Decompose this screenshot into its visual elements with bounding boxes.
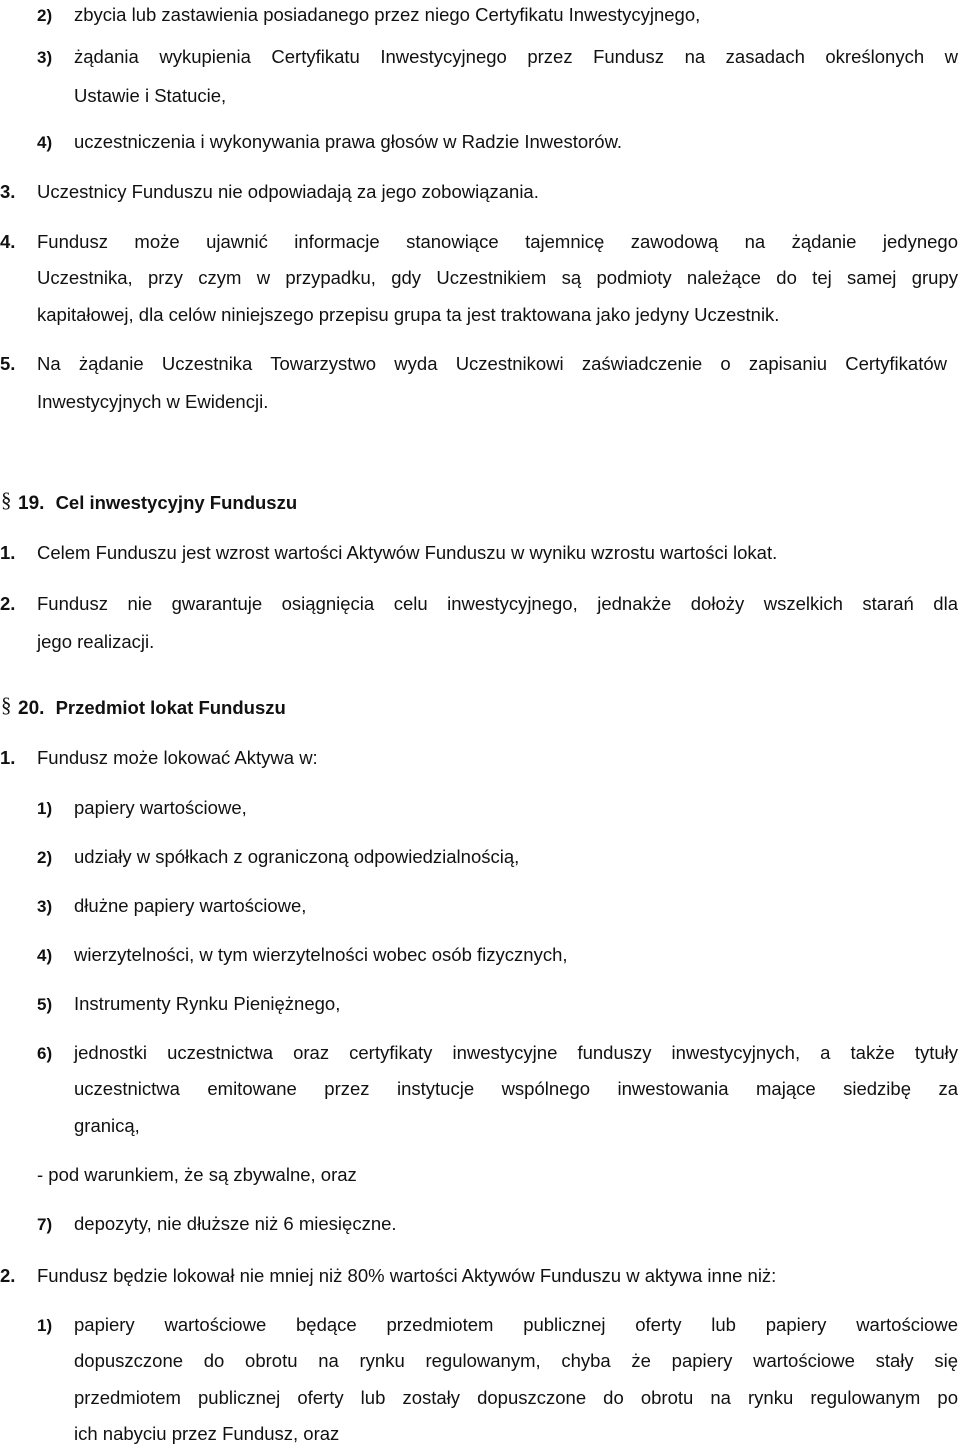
section-title: Przedmiot lokat Funduszu <box>55 697 286 718</box>
list-item <box>37 1212 397 1237</box>
paragraph-text: Fundusz będzie lokował nie mniej niż 80% wartości Aktywów Funduszu w aktywa inne niż: <box>37 1265 777 1286</box>
item-text: jednostki uczestnictwa oraz certyfikaty inwestycyjne funduszy inwestycyjnych, a także tytuły <box>74 1042 958 1063</box>
paragraph-number: 2. <box>0 1265 16 1286</box>
item-text: depozyty, nie dłuższe niż 6 miesięczne. <box>74 1213 397 1234</box>
dash-note: - pod warunkiem, że są zbywalne, oraz <box>37 1164 357 1185</box>
list-item <box>37 894 306 919</box>
paragraph <box>0 180 539 204</box>
paragraph-line: Uczestnika, przy czym w przypadku, gdy Uczestnikiem są podmioty należące do tej samej grupy <box>37 267 958 288</box>
item-text: udziały w spółkach z ograniczoną odpowiedzialnością, <box>74 846 520 867</box>
section-number: 19. <box>18 493 45 514</box>
paragraph-text: Celem Funduszu jest wzrost wartości Aktywów Funduszu w wyniku wzrostu wartości lokat. <box>37 542 778 563</box>
paragraph-text: Fundusz może lokować Aktywa w: <box>37 747 318 768</box>
list-item <box>37 1041 958 1066</box>
paragraph-line: kapitałowej, dla celów niniejszego przepisu grupa ta jest traktowana jako jedyny Uczestnik. <box>37 304 780 325</box>
item-number: 3) <box>37 897 53 916</box>
paragraph-number: 1. <box>0 747 16 768</box>
paragraph-text: Fundusz może ujawnić informacje stanowiące tajemnicę zawodową na żądanie jedynego <box>37 231 958 252</box>
item-number: 5) <box>37 995 53 1014</box>
section-heading <box>18 696 286 721</box>
item-number: 4) <box>37 946 53 965</box>
item-continuation: Ustawie i Statucie, <box>74 85 227 106</box>
list-item <box>37 943 568 968</box>
list-item <box>37 3 700 28</box>
item-number: 1) <box>37 799 53 818</box>
paragraph-text: Na żądanie Uczestnika Towarzystwo wyda Uczestnikowi zaświadczenie o zapisaniu Certyfikatów <box>37 353 947 374</box>
paragraph-number: 1. <box>0 542 16 563</box>
item-text: Instrumenty Rynku Pieniężnego, <box>74 993 341 1014</box>
item-text: wierzytelności, w tym wierzytelności wobec osób fizycznych, <box>74 944 568 965</box>
paragraph-number: 4. <box>0 231 16 252</box>
paragraph <box>0 592 958 616</box>
list-item <box>37 992 340 1017</box>
section-sign: § <box>1 693 12 717</box>
item-number: 1) <box>37 1316 53 1335</box>
section-number: 20. <box>18 698 45 719</box>
list-item <box>37 130 622 155</box>
paragraph <box>0 1264 776 1288</box>
section-sign: § <box>1 488 12 512</box>
paragraph-line: Inwestycyjnych w Ewidencji. <box>37 391 269 412</box>
item-continuation: dopuszczone do obrotu na rynku regulowanym, chyba że papiery wartościowe stały się <box>74 1350 958 1371</box>
paragraph-number: 5. <box>0 353 16 374</box>
paragraph <box>0 352 947 376</box>
list-item <box>37 796 247 821</box>
item-continuation: ich nabyciu przez Fundusz, oraz <box>74 1423 340 1444</box>
list-item <box>37 845 519 870</box>
list-item <box>37 1313 958 1338</box>
paragraph-line: jego realizacji. <box>37 631 155 652</box>
paragraph-text: Uczestnicy Funduszu nie odpowiadają za jego zobowiązania. <box>37 181 539 202</box>
item-number: 2) <box>37 848 53 867</box>
item-continuation: uczestnictwa emitowane przez instytucje wspólnego inwestowania mające siedzibę za <box>74 1078 958 1099</box>
item-number: 2) <box>37 6 53 25</box>
item-number: 3) <box>37 48 53 67</box>
paragraph <box>0 746 318 770</box>
item-text: żądania wykupienia Certyfikatu Inwestycyjnego przez Fundusz na zasadach określonych w <box>74 46 958 67</box>
item-number: 6) <box>37 1044 53 1063</box>
item-number: 7) <box>37 1215 53 1234</box>
item-text: zbycia lub zastawienia posiadanego przez niego Certyfikatu Inwestycyjnego, <box>74 4 701 25</box>
section-heading <box>18 491 297 516</box>
item-continuation: przedmiotem publicznej oferty lub zostały dopuszczone do obrotu na rynku regulowanym po <box>74 1387 958 1408</box>
item-text: papiery wartościowe będące przedmiotem publicznej oferty lub papiery wartościowe <box>74 1314 958 1335</box>
paragraph <box>0 541 777 565</box>
paragraph <box>0 230 958 254</box>
section-title: Cel inwestycyjny Funduszu <box>55 492 298 513</box>
list-item <box>37 45 958 70</box>
item-text: papiery wartościowe, <box>74 797 247 818</box>
paragraph-number: 3. <box>0 181 16 202</box>
paragraph-number: 2. <box>0 593 16 614</box>
item-text: dłużne papiery wartościowe, <box>74 895 307 916</box>
paragraph-text: Fundusz nie gwarantuje osiągnięcia celu inwestycyjnego, jednakże dołoży wszelkich starań dla <box>37 593 958 614</box>
item-continuation: granicą, <box>74 1115 140 1136</box>
item-number: 4) <box>37 133 53 152</box>
item-text: uczestniczenia i wykonywania prawa głosów w Radzie Inwestorów. <box>74 131 623 152</box>
